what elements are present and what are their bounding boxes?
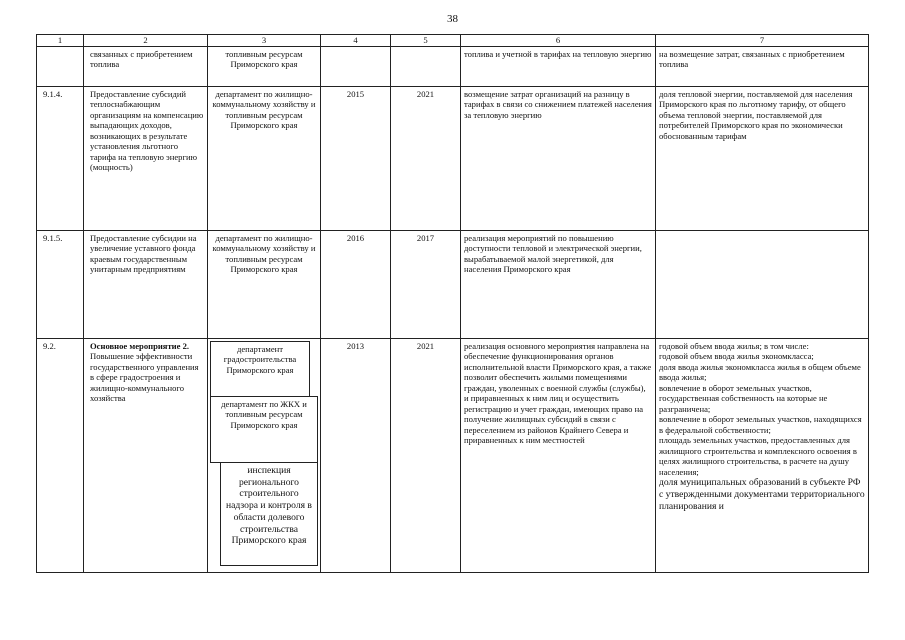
indicator-line: вовлечение в оборот земельных участков, государственная собственность на которые не разграничена; [659, 382, 828, 414]
target-indicator [656, 231, 869, 339]
header-row [37, 35, 869, 47]
indicator-line: годовой объем ввода жилья экономкласса; [659, 351, 814, 362]
measure-name: Предоставление субсидии на увеличение уставного фонда краевым государственным унитарным предприятиям [84, 231, 208, 339]
responsible-executors [208, 339, 321, 573]
measure-name: Предоставление субсидий теплоснабжающим организациям на компенсацию выпадающих доходов, возникающих в результате установления льготного тарифа на тепловую энергию (мощность) [84, 87, 208, 231]
header-col-6: 6 [461, 35, 656, 47]
header-col-4: 4 [321, 35, 391, 47]
start-year: 2016 [321, 231, 391, 339]
page-number: 38 [447, 13, 458, 25]
table-row [37, 339, 869, 573]
responsible-executor: департамент по жилищно-коммунальному хозяйству и топливным ресурсам Приморского края [208, 231, 321, 339]
start-year [321, 47, 391, 87]
program-table [36, 34, 869, 573]
header-col-1: 1 [37, 35, 84, 47]
indicator-line: вовлечение в оборот земельных участков, находящихся в федеральной собственности; [659, 414, 862, 435]
responsible-executor: департамент по жилищно-коммунальному хозяйству и топливным ресурсам Приморского края [208, 87, 321, 231]
end-year [391, 47, 461, 87]
measure-name-text: Повышение эффективности государственного управления в сфере градостроения и жилищно-коммунального хозяйства [90, 351, 199, 404]
responsible-executor: топливным ресурсам Приморского края [208, 47, 321, 87]
row-number: 9.1.5. [37, 231, 84, 339]
responsible-executor: инспекция регионального строительного надзора и контроля в области долевого строительства Приморского края [220, 462, 318, 566]
expected-result: реализация мероприятий по повышению доступности тепловой и электрической энергии, вырабатываемой малой энергетикой, для населения Приморского края [461, 231, 656, 339]
expected-result: возмещение затрат организаций на разницу в тарифах в связи со снижением платежей населения за тепловую энергию [461, 87, 656, 231]
row-number: 9.1.4. [37, 87, 84, 231]
row-number: 9.2. [37, 339, 84, 573]
indicator-line: доля муниципальных образований в субъекте РФ с утвержденными документами территориального планирования и [659, 477, 865, 512]
header-col-2: 2 [84, 35, 208, 47]
header-col-5: 5 [391, 35, 461, 47]
table-row [37, 231, 869, 339]
expected-result: реализация основного мероприятия направлена на обеспечение функционирования органов исполнительной власти Приморского края, а также позволит обеспечить жилыми помещениями граждан, уволенных с военной службы (службы), и приравненных к ним лиц и осуществить регистрацию и учет граждан, имеющих право на получение жилищных субсидий в связи с переселением из районов Крайнего Севера и приравненных к ним местностей [461, 339, 656, 573]
measure-name: связанных с приобретением топлива [84, 47, 208, 87]
header-col-3: 3 [208, 35, 321, 47]
row-number [37, 47, 84, 87]
target-indicator: доля тепловой энергии, поставляемой для населения Приморского края по льготному тарифу, от общего объема тепловой энергии, поставляемой для потребителей Приморского края по экономически обоснованным тарифам [656, 87, 869, 231]
target-indicator: на возмещение затрат, связанных с приобретением топлива [656, 47, 869, 87]
target-indicator [656, 339, 869, 573]
indicator-line: годовой объем ввода жилья; в том числе: [659, 341, 809, 351]
expected-result: топлива и учетной в тарифах на тепловую энергию [461, 47, 656, 87]
end-year: 2021 [391, 87, 461, 231]
table-row [37, 47, 869, 87]
measure-name [84, 339, 208, 573]
responsible-executor: департамент градостроительства Приморского края [210, 341, 310, 397]
responsible-executor: департамент по ЖКХ и топливным ресурсам Приморского края [210, 396, 318, 463]
measure-name-bold: Основное мероприятие 2. [90, 341, 190, 351]
end-year: 2021 [391, 339, 461, 573]
start-year: 2015 [321, 87, 391, 231]
header-col-7: 7 [656, 35, 869, 47]
indicator-line: доля ввода жилья экономкласса жилья в общем объеме ввода жилья; [659, 361, 861, 383]
indicator-line: площадь земельных участков, предоставленных для жилищного строительства и комплексного освоения в целях жилищного строительства, в расчете на душу населения; [659, 435, 857, 477]
start-year: 2013 [321, 339, 391, 573]
end-year: 2017 [391, 231, 461, 339]
table-row [37, 87, 869, 231]
